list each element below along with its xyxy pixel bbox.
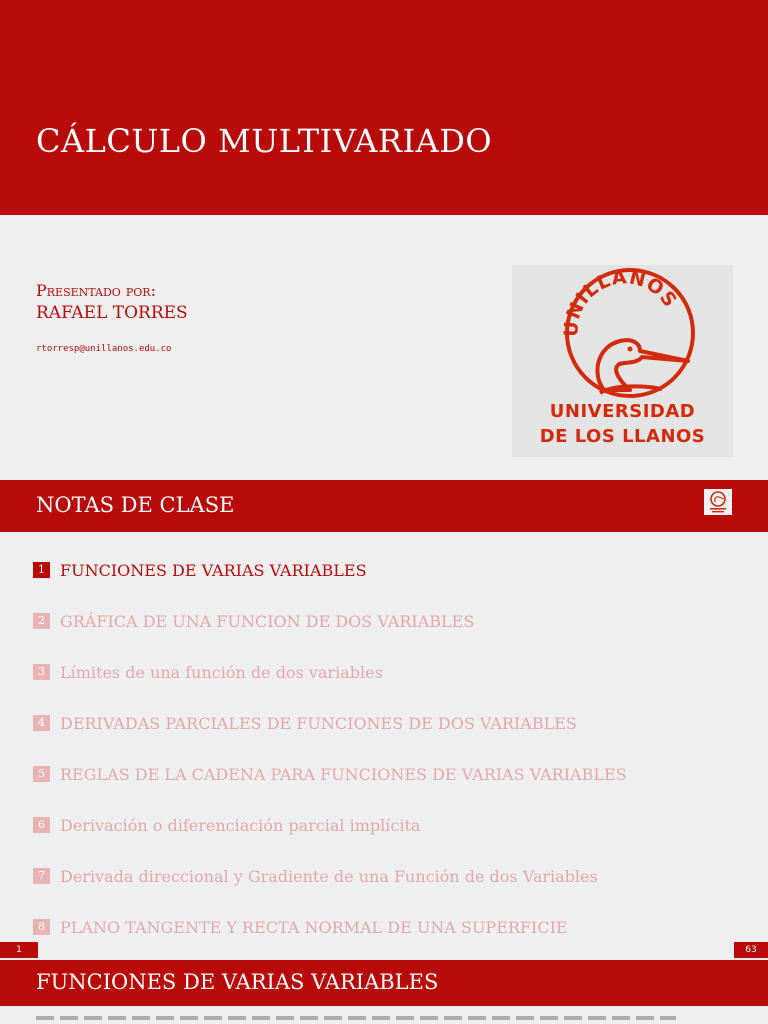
section-title: NOTAS DE CLASE xyxy=(36,493,235,517)
toc-item[interactable] xyxy=(33,861,598,891)
toc-item[interactable] xyxy=(33,759,627,789)
toc-item[interactable] xyxy=(33,810,420,840)
logo-line-1: UNIVERSIDAD xyxy=(549,401,696,422)
toc-item-label: GRÁFICA DE UNA FUNCION DE DOS VARIABLES xyxy=(60,611,475,631)
toc-item-label: PLANO TANGENTE Y RECTA NORMAL DE UNA SUPERFICIE xyxy=(60,917,568,937)
toc-item-number: 5 xyxy=(33,766,50,782)
author-email[interactable]: rtorresp@unillanos.edu.co xyxy=(36,344,172,354)
next-section-title: FUNCIONES DE VARIAS VARIABLES xyxy=(36,970,439,994)
toc-item[interactable] xyxy=(33,912,568,942)
next-section-header xyxy=(0,960,768,1006)
title-header xyxy=(0,0,768,215)
toc-item-label: Derivada direccional y Gradiente de una Función de dos Variables xyxy=(60,866,598,886)
toc-item-number: 8 xyxy=(33,919,50,935)
toc-item-number: 7 xyxy=(33,868,50,884)
toc-item-number: 4 xyxy=(33,715,50,731)
toc-item-number: 1 xyxy=(33,562,50,578)
page-number-current: 1 xyxy=(0,942,38,958)
page-number-total: 63 xyxy=(734,942,768,958)
toc-item[interactable] xyxy=(33,606,474,636)
toc-item[interactable] xyxy=(33,657,383,687)
logo-arc-text: UNILLANOS xyxy=(560,266,682,338)
toc-item[interactable] xyxy=(33,708,577,738)
document-title: CÁLCULO MULTIVARIADO xyxy=(36,122,493,160)
toc-item-label: DERIVADAS PARCIALES DE FUNCIONES DE DOS VARIABLES xyxy=(60,713,577,733)
toc-item-label: Derivación o diferenciación parcial implícita xyxy=(60,815,421,835)
toc-item-label: REGLAS DE LA CADENA PARA FUNCIONES DE VARIAS VARIABLES xyxy=(60,764,627,784)
toc-item-number: 3 xyxy=(33,664,50,680)
logo-line-2: DE LOS LLANOS xyxy=(539,426,706,447)
toc-item[interactable] xyxy=(33,555,367,585)
mini-logo-icon xyxy=(704,489,732,515)
toc-item-label: FUNCIONES DE VARIAS VARIABLES xyxy=(60,560,367,580)
toc-item-number: 6 xyxy=(33,817,50,833)
section-header xyxy=(0,480,768,532)
author-name: RAFAEL TORRES xyxy=(36,303,188,323)
toc-item-label: Límites de una función de dos variables xyxy=(60,662,383,682)
svg-text:UNILLANOS xyxy=(560,266,681,337)
university-logo xyxy=(512,265,733,457)
next-section-text-line xyxy=(36,1016,676,1020)
author-label: Presentado por: xyxy=(36,281,156,300)
toc-item-number: 2 xyxy=(33,613,50,629)
